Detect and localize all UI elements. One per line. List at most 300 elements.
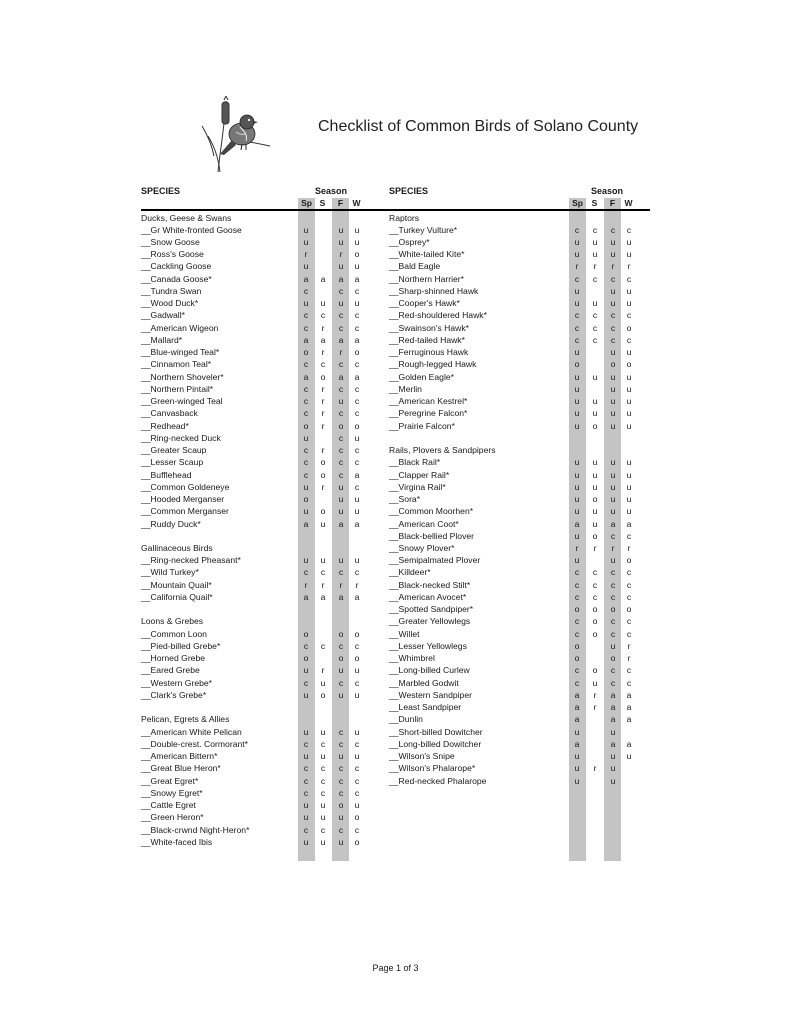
season-code-w: a [354,334,360,345]
species-row [389,481,649,493]
season-code-w: u [354,494,360,505]
season-code-sp: u [574,249,580,260]
species-row [141,469,401,481]
species-row [389,346,649,358]
season-code-sp: r [304,579,308,590]
season-code-f: u [338,481,344,492]
season-code-f: c [338,738,344,749]
season-code-w: u [626,481,632,492]
season-code-sp: u [303,836,309,847]
species-row [141,677,401,689]
season-code-sp: u [574,371,580,382]
season-code-w: u [626,420,632,431]
species-row [389,322,649,334]
season-code-s: u [592,506,598,517]
season-code-s: o [320,457,326,468]
season-code-sp: c [303,408,309,419]
season-code-sp: a [574,702,580,713]
species-row [389,628,649,640]
season-code-sp: c [303,457,309,468]
group-heading [389,444,649,456]
season-code-s: u [592,457,598,468]
season-code-f: r [611,542,615,553]
species-name: __Cooper's Hawk* [389,298,460,309]
season-code-w: u [626,457,632,468]
season-code-w: u [354,298,360,309]
season-code-w: o [626,555,632,566]
season-code-s: r [321,408,325,419]
season-code-w: c [354,457,360,468]
season-code-w: a [626,714,632,725]
species-row [389,493,649,505]
season-code-f: o [338,628,344,639]
species-header-left: SPECIES [141,186,181,196]
season-code-f: a [610,518,616,529]
season-code-sp: c [574,224,580,235]
season-code-w: o [626,322,632,333]
season-code-sp: c [574,334,580,345]
season-code-f: c [610,579,616,590]
species-name: __Wild Turkey* [141,567,199,578]
species-name: __California Quail* [141,591,213,602]
season-code-sp: u [303,751,309,762]
season-code-f: c [338,359,344,370]
species-row [389,566,649,578]
season-code-w: u [626,506,632,517]
season-code-w: u [354,800,360,811]
season-code-f: c [610,591,616,602]
season-code-w: c [354,640,360,651]
season-code-f: c [610,616,616,627]
season-code-s: r [321,347,325,358]
season-code-f: a [338,591,344,602]
species-row [141,273,401,285]
species-name: __Golden Eagle* [389,371,454,382]
season-code-sp: u [303,481,309,492]
species-row [389,701,649,713]
species-row [389,309,649,321]
season-code-s: r [321,665,325,676]
species-name: __Bald Eagle [389,261,441,272]
season-code-sp: r [304,249,308,260]
species-name: __Dunlin [389,714,423,725]
season-code-f: o [338,653,344,664]
season-code-s: c [592,579,598,590]
season-code-f: u [610,457,616,468]
season-code-sp: u [574,494,580,505]
season-code-sp: c [303,738,309,749]
species-name: __Ring-necked Duck [141,432,221,443]
season-code-w: a [354,273,360,284]
season-code-w: c [354,677,360,688]
season-code-w: r [627,640,631,651]
season-code-s: u [592,249,598,260]
season-code-sp: o [574,640,580,651]
group-heading-label: Gallinaceous Birds [141,542,213,553]
species-name: __Ferruginous Hawk [389,347,469,358]
season-code-w: u [626,347,632,358]
season-code-f: c [338,567,344,578]
season-code-f: u [338,555,344,566]
w-header-right: W [624,198,633,208]
species-name: __Northern Pintail* [141,383,214,394]
season-code-f: a [610,738,616,749]
season-code-w: u [354,236,360,247]
season-code-f: u [610,298,616,309]
season-code-sp: u [574,383,580,394]
season-code-s: u [320,812,326,823]
season-code-f: u [610,469,616,480]
season-code-s: r [593,763,597,774]
group-heading-label: Raptors [389,212,420,223]
season-code-w: o [354,812,360,823]
season-code-sp: u [574,763,580,774]
season-code-f: c [610,628,616,639]
season-code-s: u [592,371,598,382]
species-row [141,628,401,640]
species-row [141,518,401,530]
season-code-w: o [354,249,360,260]
season-code-sp: u [574,285,580,296]
season-code-w: c [626,677,632,688]
species-name: __Ring-necked Pheasant* [141,555,241,566]
season-code-f: u [338,689,344,700]
species-name: __Cinnamon Teal* [141,359,212,370]
season-code-s: u [320,555,326,566]
group-heading [389,212,649,224]
season-code-sp: c [303,640,309,651]
species-row [389,285,649,297]
species-name: __Double-crest. Cormorant* [141,738,248,749]
season-code-w: c [626,224,632,235]
species-name: __Red-tailed Hawk* [389,334,465,345]
species-row [389,738,649,750]
season-code-sp: c [303,567,309,578]
season-code-s: c [592,591,598,602]
species-row [141,664,401,676]
species-row [141,775,401,787]
season-code-s: u [320,726,326,737]
species-name: __Pied-billed Grebe* [141,640,221,651]
species-row [141,297,401,309]
season-code-s: o [592,530,598,541]
species-row [141,285,401,297]
species-row [141,309,401,321]
species-name: __Spotted Sandpiper* [389,604,474,615]
species-row [141,836,401,848]
season-code-s: u [592,677,598,688]
season-code-s: r [593,702,597,713]
season-code-w: a [626,689,632,700]
season-code-w: c [626,665,632,676]
species-name: __Red-shouldered Hawk* [389,310,487,321]
species-name: __Gr White-fronted Goose [141,224,242,235]
season-code-s: c [320,640,326,651]
season-code-w: r [627,261,631,272]
season-code-f: c [610,224,616,235]
species-name: __Wilson's Phalarope* [389,763,476,774]
species-name: __Snow Goose [141,236,200,247]
season-code-w: u [626,494,632,505]
species-row [141,762,401,774]
species-name: __Killdeer* [389,567,431,578]
season-code-w: a [626,702,632,713]
season-code-sp: o [303,494,309,505]
season-code-f: u [610,763,616,774]
season-code-sp: c [303,285,309,296]
season-code-s: o [320,371,326,382]
season-code-f: c [610,273,616,284]
species-name: __Northern Shoveler* [141,371,224,382]
species-name: __Virgina Rail* [389,481,446,492]
group-heading-label: Ducks, Geese & Swans [141,212,232,223]
season-code-s: o [320,469,326,480]
species-row [389,469,649,481]
species-name: __Common Moorhen* [389,506,474,517]
species-row [141,224,401,236]
season-code-f: c [338,763,344,774]
season-code-sp: c [303,359,309,370]
season-code-s: u [592,236,598,247]
season-code-f: a [338,518,344,529]
species-name: __Peregrine Falcon* [389,408,468,419]
season-code-f: u [610,347,616,358]
species-name: __Marbled Godwit [389,677,459,688]
species-row [141,420,401,432]
season-code-f: c [610,665,616,676]
season-code-sp: c [574,665,580,676]
species-name: __White-faced Ibis [141,836,213,847]
species-row [389,640,649,652]
season-code-s: o [592,665,598,676]
w-header-left: W [352,198,361,208]
season-code-w: u [626,408,632,419]
species-name: __Mountain Quail* [141,579,212,590]
season-code-w: u [626,285,632,296]
season-code-w: o [354,420,360,431]
species-row [389,224,649,236]
season-code-sp: c [574,273,580,284]
season-code-s: u [320,836,326,847]
sp-header-left: Sp [301,198,312,208]
s-header-right: S [591,198,598,208]
season-code-f: c [610,530,616,541]
species-row [141,334,401,346]
species-name: __American White Pelican [141,726,242,737]
species-name: __Snowy Plover* [389,542,455,553]
season-code-s: c [320,824,326,835]
season-code-f: r [339,579,343,590]
season-code-sp: o [303,628,309,639]
species-row [141,248,401,260]
season-code-w: c [626,591,632,602]
species-name: __Hooded Merganser [141,494,225,505]
season-code-sp: u [574,396,580,407]
season-code-f: o [338,420,344,431]
season-code-w: c [354,787,360,798]
season-code-sp: u [303,261,309,272]
season-code-s: r [321,445,325,456]
group-heading [141,713,401,725]
season-code-sp: u [303,800,309,811]
season-code-sp: a [303,371,309,382]
species-row [389,762,649,774]
season-code-f: a [610,702,616,713]
sparrow-on-cattail-illustration [200,96,272,172]
season-code-f: u [610,555,616,566]
season-code-sp: u [574,555,580,566]
season-code-s: u [592,298,598,309]
season-code-sp: o [574,359,580,370]
species-name: __Common Loon [141,628,207,639]
season-code-w: u [354,665,360,676]
species-name: __Swainson's Hawk* [389,322,469,333]
species-name: __Clark's Grebe* [141,689,207,700]
season-code-s: u [320,751,326,762]
season-code-f: c [338,310,344,321]
season-code-s: r [321,420,325,431]
group-heading-label: Loons & Grebes [141,616,204,627]
sp-header-right: Sp [572,198,583,208]
species-row [389,677,649,689]
season-code-f: c [338,457,344,468]
season-code-sp: c [303,469,309,480]
season-code-f: u [338,298,344,309]
species-name: __White-tailed Kite* [389,249,465,260]
season-code-f: r [611,261,615,272]
season-code-sp: a [574,714,580,725]
species-name: __American Bittern* [141,751,218,762]
season-code-w: c [354,445,360,456]
season-code-s: u [320,298,326,309]
species-name: __Sharp-shinned Hawk [389,285,479,296]
season-code-s: c [592,224,598,235]
season-code-sp: r [575,542,579,553]
species-row [389,664,649,676]
season-code-f: u [338,396,344,407]
season-code-w: c [354,481,360,492]
species-name: __Black Rail* [389,457,441,468]
season-code-s: c [320,787,326,798]
season-code-sp: c [574,616,580,627]
season-code-s: u [320,800,326,811]
season-code-w: c [626,334,632,345]
species-name: __Canada Goose* [141,273,212,284]
season-code-f: c [338,677,344,688]
species-name: __Canvasback [141,408,198,419]
season-code-f: u [338,236,344,247]
season-code-s: a [320,273,326,284]
species-name: __Gadwall* [141,310,185,321]
species-name: __Prairie Falcon* [389,420,455,431]
season-code-w: o [354,628,360,639]
season-code-f: u [338,751,344,762]
season-code-sp: u [574,775,580,786]
species-name: __Northern Harrier* [389,273,464,284]
season-code-s: r [321,383,325,394]
season-code-f: c [338,285,344,296]
species-row [141,787,401,799]
species-name: __Greater Yellowlegs [389,616,471,627]
species-row [389,383,649,395]
species-row [389,713,649,725]
season-code-sp: a [303,273,309,284]
species-row [389,530,649,542]
season-code-sp: o [303,347,309,358]
season-code-s: c [592,322,598,333]
season-code-s: u [592,469,598,480]
season-code-w: u [626,249,632,260]
species-row [389,775,649,787]
season-code-f: c [610,334,616,345]
species-name: __American Kestrel* [389,396,468,407]
season-code-f: u [610,383,616,394]
species-header-right: SPECIES [389,186,429,196]
species-row [389,395,649,407]
species-row [389,273,649,285]
species-row [389,750,649,762]
season-code-w: c [354,396,360,407]
species-row [389,456,649,468]
species-row [141,726,401,738]
species-name: __Long-billed Dowitcher [389,738,482,749]
season-code-f: c [338,322,344,333]
season-code-s: c [320,775,326,786]
season-code-f: u [338,506,344,517]
season-code-f: c [338,726,344,737]
season-code-f: o [610,604,616,615]
season-code-w: a [354,469,360,480]
season-code-f: u [610,775,616,786]
species-row [141,432,401,444]
season-code-sp: u [574,457,580,468]
season-code-w: c [354,310,360,321]
season-code-w: u [626,383,632,394]
season-code-sp: u [574,530,580,541]
page-title: Checklist of Common Birds of Solano County [318,118,639,135]
species-row [141,738,401,750]
season-code-sp: c [574,591,580,602]
season-code-sp: a [574,689,580,700]
season-code-w: c [354,775,360,786]
species-name: __Great Blue Heron* [141,763,221,774]
species-row [141,395,401,407]
season-code-w: u [626,396,632,407]
species-row [389,334,649,346]
season-code-sp: o [303,420,309,431]
group-heading-label: Pelican, Egrets & Allies [141,714,230,725]
season-code-w: u [626,469,632,480]
species-row [141,824,401,836]
season-code-w: u [354,751,360,762]
season-code-f: c [338,432,344,443]
species-name: __Clapper Rail* [389,469,450,480]
season-code-sp: u [303,726,309,737]
season-code-s: o [592,616,598,627]
season-code-s: u [592,408,598,419]
season-code-f: c [610,310,616,321]
season-code-f: c [338,824,344,835]
species-row [141,322,401,334]
season-code-s: c [320,310,326,321]
season-code-f: a [610,689,616,700]
season-code-sp: c [574,567,580,578]
season-code-s: o [320,689,326,700]
season-code-sp: u [574,726,580,737]
species-row [141,260,401,272]
season-code-sp: u [574,408,580,419]
f-header-left: F [337,198,344,208]
